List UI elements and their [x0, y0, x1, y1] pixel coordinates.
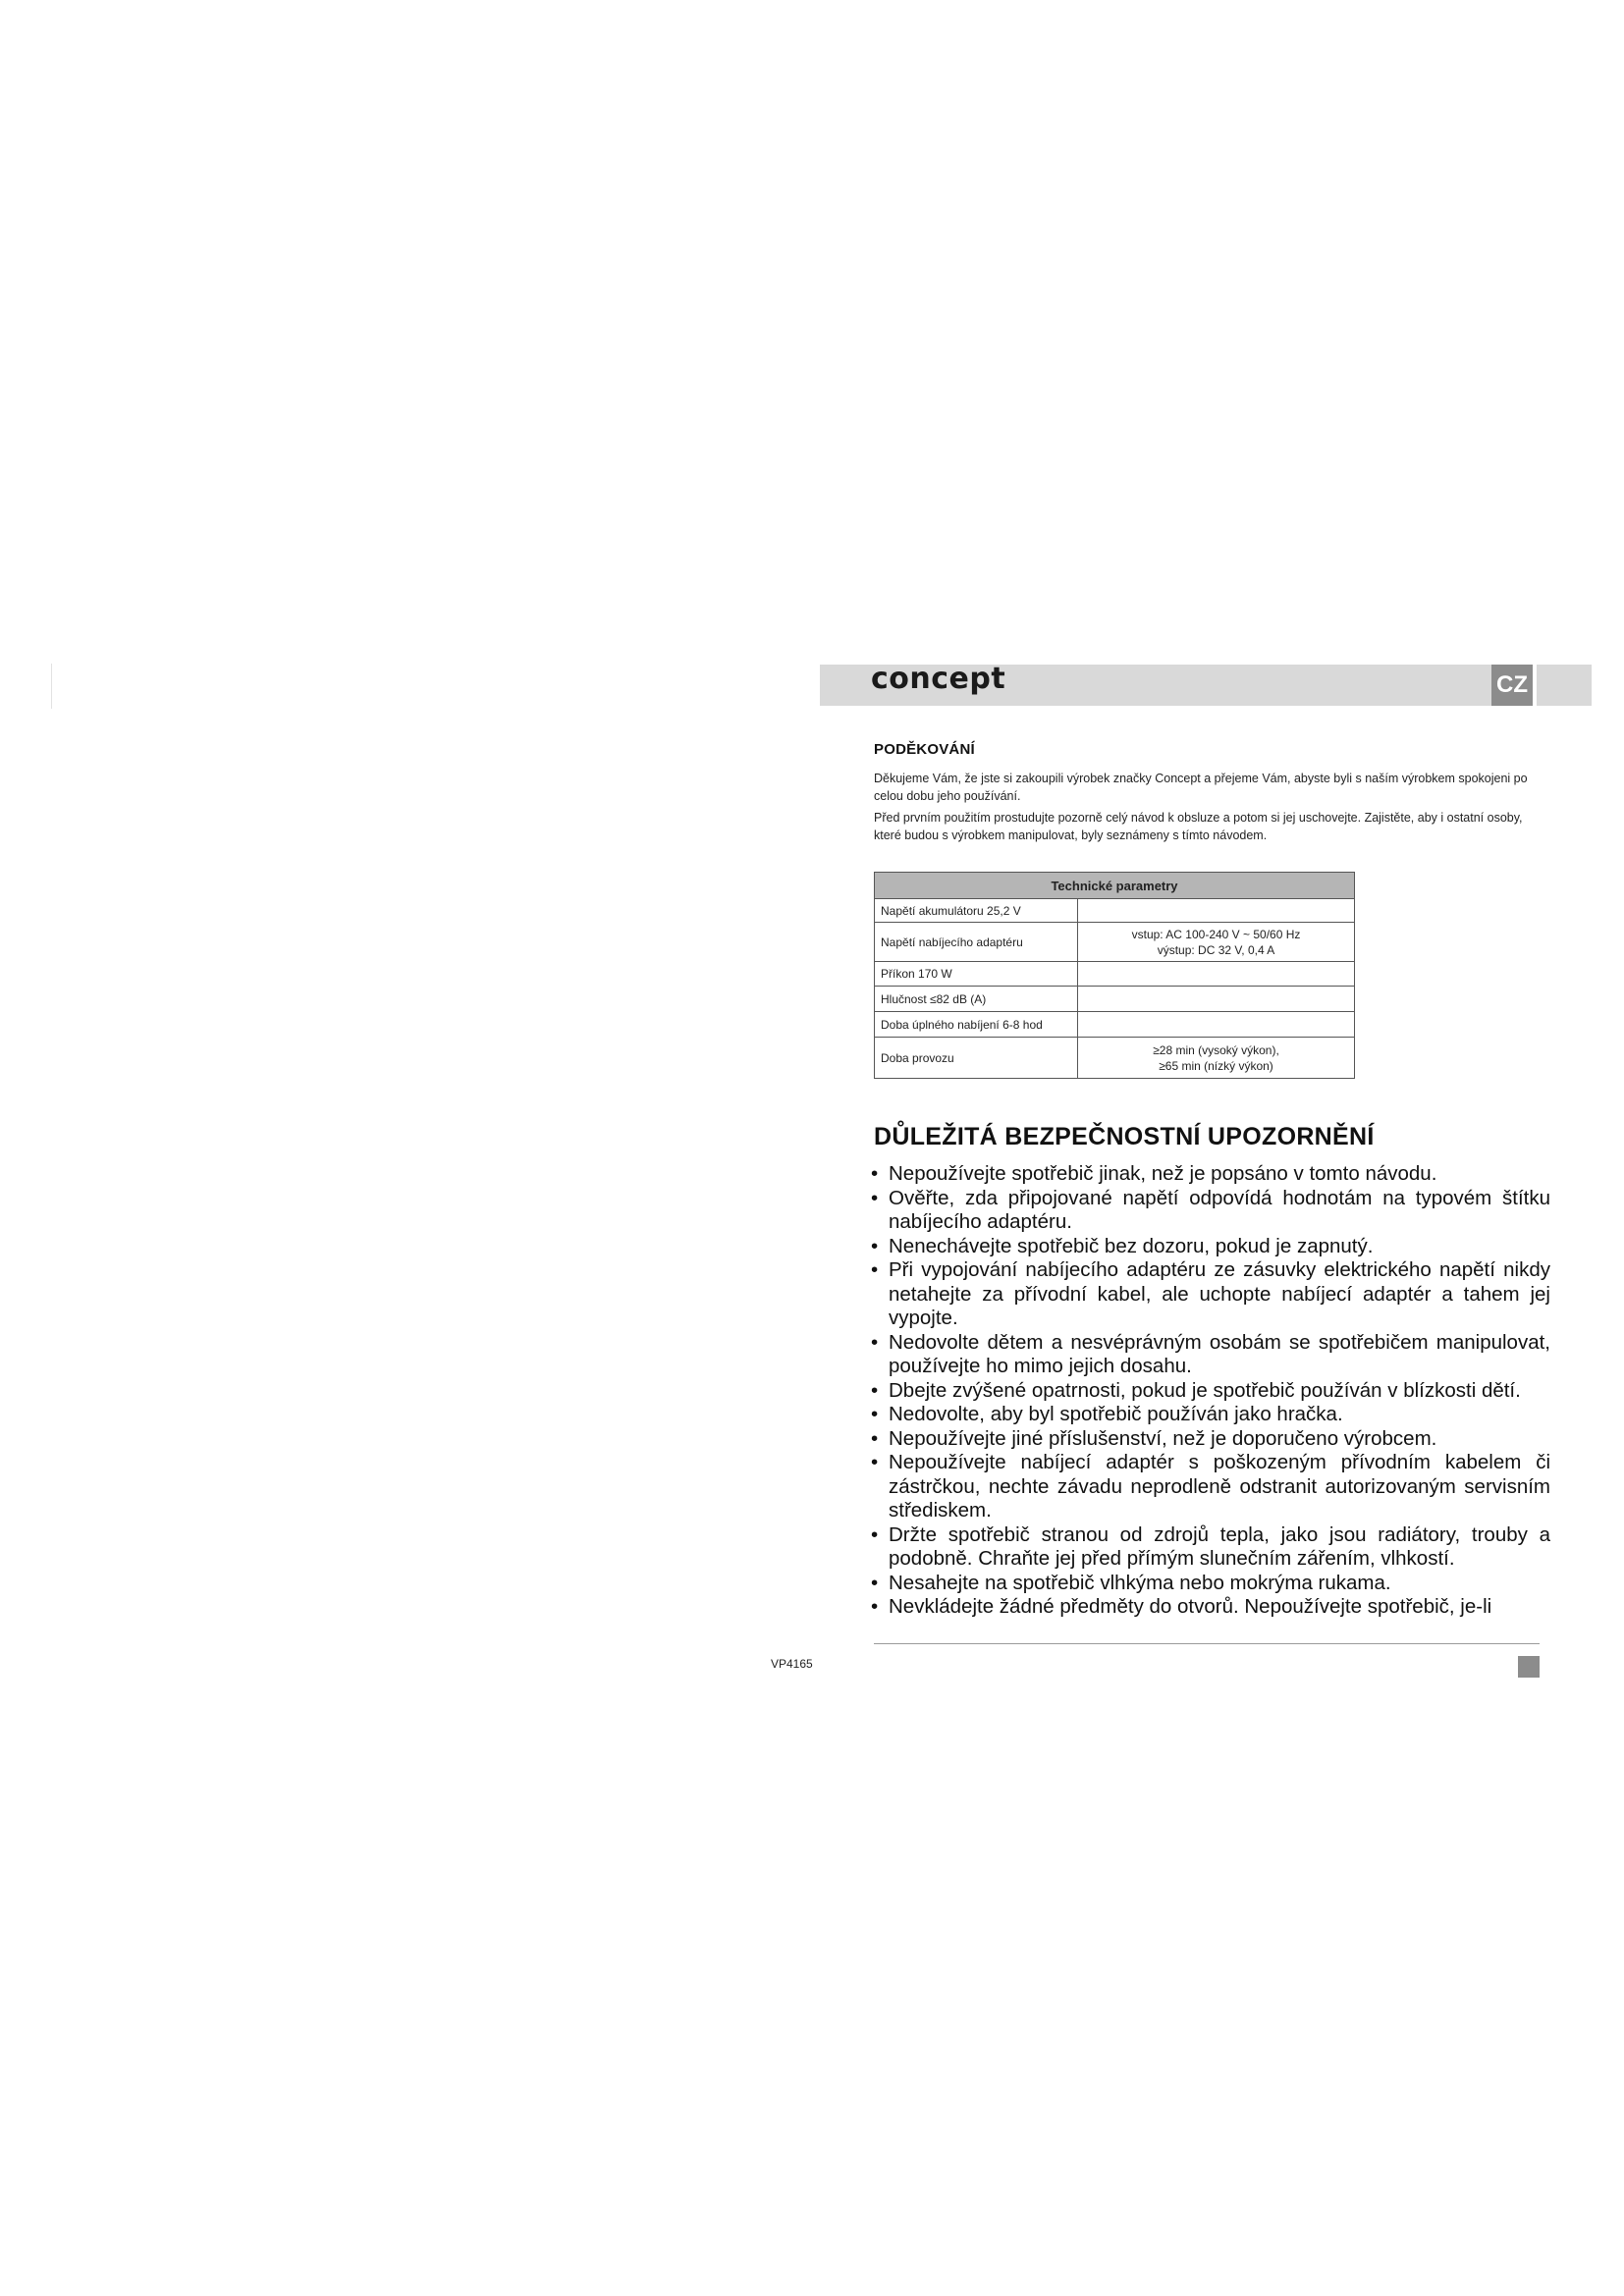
list-item-text: Držte spotřebič stranou od zdrojů tepla, jako jsou radiátory, trouby a podobně. Chraňte jej před přímým slunečním zářením, vlhkostí. — [889, 1522, 1550, 1570]
language-badge: CZ — [1491, 665, 1533, 706]
table-row — [875, 1038, 1355, 1079]
header-bar-tail — [1537, 665, 1592, 706]
brand-logo: concept — [871, 662, 1006, 696]
bullet: • — [871, 1378, 879, 1402]
bullet: • — [871, 1451, 879, 1473]
list-item — [871, 1187, 1550, 1235]
list-item — [871, 1379, 1550, 1404]
footer-divider — [874, 1643, 1540, 1644]
row-value — [1078, 923, 1355, 962]
row-value — [1078, 987, 1355, 1012]
list-item-text: Nesahejte na spotřebič vlhkýma nebo mokrýma rukama. — [889, 1571, 1391, 1594]
list-item — [871, 1331, 1550, 1379]
page-edge-line — [51, 664, 52, 709]
list-item-text: Nepoužívejte spotřebič jinak, než je popsáno v tomto návodu. — [889, 1162, 1437, 1185]
list-item-text: Dbejte zvýšené opatrnosti, pokud je spotřebič používán v blízkosti dětí. — [889, 1378, 1521, 1402]
bullet: • — [871, 1258, 879, 1281]
list-item — [871, 1162, 1550, 1187]
row-label: Doba provozu — [875, 1038, 1078, 1079]
row-value — [1078, 1038, 1355, 1079]
safety-title: DŮLEŽITÁ BEZPEČNOSTNÍ UPOZORNĚNÍ — [874, 1123, 1375, 1150]
thanks-paragraph-1: Děkujeme Vám, že jste si zakoupili výrobek značky Concept a přejeme Vám, abyste byli s naším výrobkem spokojeni po celou dobu jeho používání. — [874, 772, 1528, 803]
list-item — [871, 1595, 1550, 1620]
table-row — [875, 899, 1355, 923]
list-item-text: Nevkládejte žádné předměty do otvorů. Nepoužívejte spotřebič, je-li — [889, 1595, 1492, 1618]
list-item-text: Nepoužívejte nabíjecí adaptér s poškozeným přívodním kabelem či zástrčkou, nechte závadu neprodleně odstranit autorizovaným servisním střediskem. — [889, 1451, 1550, 1522]
row-value — [1078, 1012, 1355, 1038]
list-item — [871, 1451, 1550, 1523]
row-label: Hlučnost ≤82 dB (A) — [875, 987, 1078, 1012]
row-value — [1078, 962, 1355, 987]
list-item-text: Ověřte, zda připojované napětí odpovídá hodnotám na typovém štítku nabíjecího adaptéru. — [889, 1186, 1550, 1233]
list-item — [871, 1403, 1550, 1427]
list-item-text: Nepoužívejte jiné příslušenství, než je doporučeno výrobcem. — [889, 1426, 1437, 1450]
list-item — [871, 1427, 1550, 1452]
table-title: Technické parametry — [875, 873, 1355, 899]
bullet: • — [871, 1403, 879, 1425]
list-item — [871, 1235, 1550, 1259]
bullet: • — [871, 1330, 879, 1354]
list-item-text: Při vypojování nabíjecího adaptéru ze zásuvky elektrického napětí nikdy netahejte za přívodní kabel, ale uchopte nabíjecí adaptér a tahem jej vypojte. — [889, 1258, 1550, 1329]
list-item-text: Nedovolte dětem a nesvéprávným osobám se spotřebičem manipulovat, používejte ho mimo jejich dosahu. — [889, 1330, 1550, 1377]
bullet: • — [871, 1162, 879, 1185]
bullet: • — [871, 1426, 879, 1450]
table-row — [875, 962, 1355, 987]
row-value-line-2: výstup: DC 32 V, 0,4 A — [1157, 942, 1275, 957]
safety-warnings-list — [871, 1162, 1550, 1620]
list-item — [871, 1572, 1550, 1596]
table-row — [875, 987, 1355, 1012]
row-label: Příkon 170 W — [875, 962, 1078, 987]
bullet: • — [871, 1186, 879, 1209]
bullet: • — [871, 1234, 879, 1257]
row-value — [1078, 899, 1355, 923]
bullet: • — [871, 1571, 879, 1594]
technical-parameters-table — [874, 872, 1355, 1079]
bullet: • — [871, 1595, 879, 1618]
list-item — [871, 1523, 1550, 1572]
row-value-line-2: ≥65 min (nízký výkon) — [1159, 1058, 1273, 1073]
bullet: • — [871, 1522, 879, 1546]
list-item — [871, 1258, 1550, 1331]
table-row — [875, 1012, 1355, 1038]
row-label: Napětí nabíjecího adaptéru — [875, 923, 1078, 962]
row-value-line-1: vstup: AC 100-240 V ~ 50/60 Hz — [1131, 927, 1301, 941]
model-number: VP4165 — [771, 1657, 813, 1671]
row-label: Napětí akumulátoru 25,2 V — [875, 899, 1078, 923]
list-item-text: Nedovolte, aby byl spotřebič používán jako hračka. — [889, 1403, 1343, 1425]
row-label: Doba úplného nabíjení 6-8 hod — [875, 1012, 1078, 1038]
page-marker — [1518, 1656, 1540, 1678]
thanks-title: PODĚKOVÁNÍ — [874, 741, 975, 758]
table-row — [875, 923, 1355, 962]
list-item-text: Nenechávejte spotřebič bez dozoru, pokud je zapnutý. — [889, 1234, 1374, 1257]
row-value-line-1: ≥28 min (vysoký výkon), — [1153, 1042, 1279, 1057]
thanks-paragraph-2: Před prvním použitím prostudujte pozorně celý návod k obsluze a potom si jej uschovejte. Zajistěte, aby i ostatní osoby, které budou s výrobkem manipulovat, byly seznámeny s tímto návodem. — [874, 811, 1523, 842]
